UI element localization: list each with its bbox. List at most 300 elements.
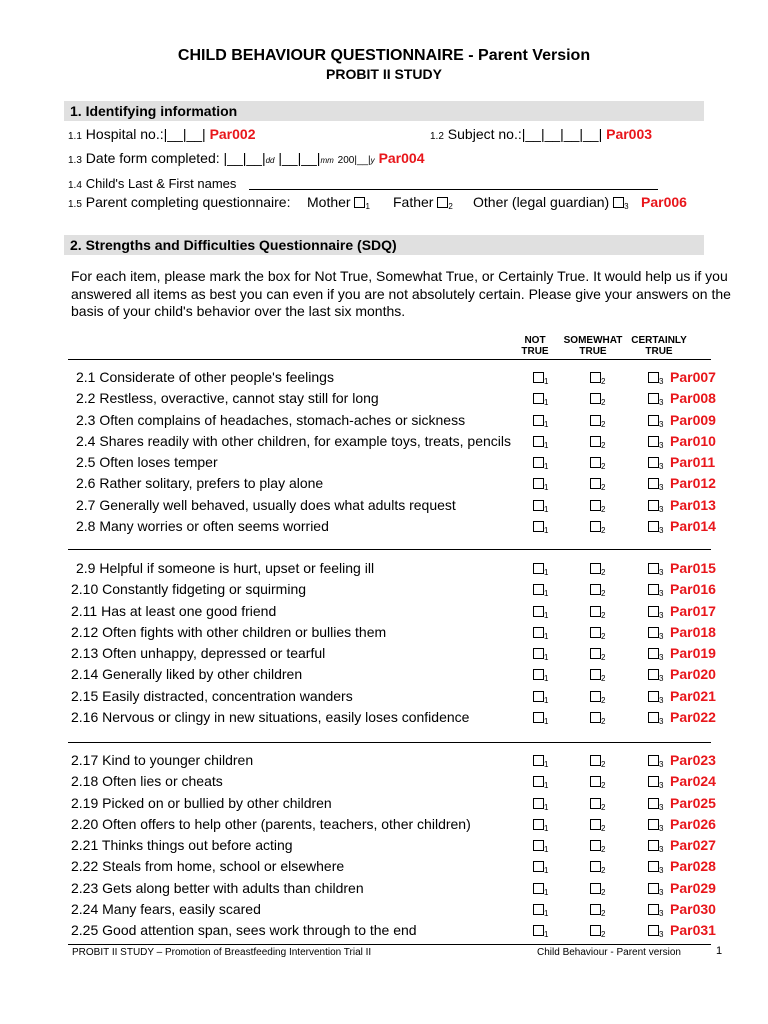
sdq-item-num: 2.13: [71, 645, 99, 661]
sdq-item-row: [0, 856, 768, 877]
not-true-value: 1: [544, 568, 549, 577]
not-true-checkbox[interactable]: [533, 904, 544, 915]
certainly-true-checkbox[interactable]: [648, 925, 659, 936]
sdq-item-num: 2.5: [76, 454, 96, 470]
somewhat-true-checkbox[interactable]: [590, 819, 601, 830]
certainly-true-value: 3: [659, 887, 664, 897]
somewhat-true-checkbox[interactable]: [590, 755, 601, 766]
not-true-value: 1: [544, 631, 549, 641]
sdq-item-label: Often complains of headaches, stomach-aches or sickness: [99, 411, 466, 428]
sdq-item-code: Par010: [670, 432, 716, 449]
certainly-true-checkbox[interactable]: [648, 883, 659, 894]
sdq-item-code: Par009: [670, 411, 716, 428]
sdq-item-row: [0, 643, 768, 664]
somewhat-true-value: 2: [601, 716, 606, 726]
sdq-item-label: Rather solitary, prefers to play alone: [99, 475, 324, 492]
sdq-item-row: [0, 516, 768, 537]
not-true-checkbox[interactable]: [533, 883, 544, 894]
not-true-checkbox[interactable]: [533, 819, 544, 830]
sdq-item-text: [76, 367, 334, 388]
somewhat-true-checkbox[interactable]: [590, 648, 601, 659]
sdq-item-label: Many fears, easily scared: [102, 900, 261, 917]
certainly-true-value: 3: [659, 462, 664, 471]
subject-field[interactable]: [430, 126, 652, 142]
not-true-value: 1: [544, 802, 549, 812]
somewhat-true-checkbox[interactable]: [590, 563, 601, 574]
somewhat-true-checkbox[interactable]: [590, 691, 601, 702]
somewhat-true-checkbox[interactable]: [590, 712, 601, 723]
somewhat-true-value: 2: [601, 631, 606, 641]
sdq-item-code: Par011: [670, 454, 716, 470]
sdq-item-row: [0, 495, 768, 516]
sdq-item-row: [0, 473, 768, 494]
certainly-true-checkbox[interactable]: [648, 861, 659, 872]
certainly-true-value: 3: [659, 781, 664, 791]
not-true-checkbox[interactable]: [533, 648, 544, 659]
sdq-item-code: Par030: [670, 900, 716, 917]
not-true-value: 1: [544, 440, 549, 450]
somewhat-true-option[interactable]: [590, 707, 605, 732]
sdq-item-text: [71, 814, 471, 835]
instructions: For each item, please mark the box for Not True, Somewhat True, or Certainly True. It would help us if you answered all items as best you can even if you are not absolutely certain. Please give your answers on the basis of your child's behavior over the last six months.: [71, 268, 731, 319]
not-true-value: 1: [544, 653, 549, 662]
other-label: Other (legal guardian): [473, 194, 610, 210]
somewhat-true-checkbox[interactable]: [590, 861, 601, 872]
not-true-value: 1: [544, 483, 549, 493]
not-true-checkbox[interactable]: [533, 436, 544, 447]
certainly-true-checkbox[interactable]: [648, 521, 659, 532]
sdq-item-num: 2.7: [76, 496, 96, 513]
date-yr: 200|__|: [337, 155, 371, 166]
somewhat-true-checkbox[interactable]: [590, 478, 601, 489]
somewhat-true-value: 2: [601, 674, 606, 684]
hospital-code: Par002: [209, 126, 256, 142]
sdq-item-label: Easily distracted, concentration wanders: [102, 687, 353, 704]
certainly-true-value: 3: [659, 419, 664, 429]
sdq-item-text: [71, 835, 293, 856]
somewhat-true-value: 2: [601, 525, 606, 535]
sdq-item-num: 2.21: [71, 837, 99, 853]
certainly-true-checkbox[interactable]: [648, 584, 659, 595]
somewhat-true-option[interactable]: [590, 920, 605, 945]
sdq-item-code: Par021: [670, 687, 716, 704]
certainly-true-checkbox[interactable]: [648, 776, 659, 787]
somewhat-true-checkbox[interactable]: [590, 904, 601, 915]
sdq-item-label: Thinks things out before acting: [101, 837, 293, 853]
sdq-item-code: Par024: [670, 773, 716, 790]
sdq-item-num: 2.10: [71, 581, 99, 598]
certainly-true-checkbox[interactable]: [648, 904, 659, 915]
not-true-checkbox[interactable]: [533, 393, 544, 404]
not-true-value: 1: [544, 887, 549, 897]
sdq-item-num: 2.2: [76, 390, 96, 407]
certainly-true-checkbox[interactable]: [648, 819, 659, 830]
sdq-item-code: Par012: [670, 475, 716, 492]
mother-label: Mother: [307, 194, 351, 210]
date-code: Par004: [378, 150, 425, 166]
not-true-option[interactable]: [533, 707, 548, 732]
certainly-true-value: 3: [659, 504, 664, 514]
sdq-item-label: Many worries or often seems worried: [99, 517, 329, 534]
not-true-checkbox[interactable]: [533, 521, 544, 532]
not-true-value: 1: [544, 525, 549, 535]
sdq-item-row: [0, 431, 768, 452]
col-not-true-line2: TRUE: [521, 346, 549, 357]
sdq-item-row: [0, 920, 768, 941]
somewhat-true-value: 2: [601, 781, 606, 791]
footer-left: PROBIT II STUDY – Promotion of Breastfeeding Intervention Trial II: [72, 947, 372, 958]
not-true-value: 1: [544, 377, 549, 386]
sdq-item-text: [71, 878, 364, 899]
names-num: 1.4: [68, 180, 82, 191]
names-label: Child's Last & First names: [85, 176, 237, 191]
certainly-true-option[interactable]: [648, 707, 663, 732]
sdq-item-code: Par007: [670, 369, 716, 385]
page-number: 1: [716, 945, 723, 957]
sdq-item-label: Nervous or clingy in new situations, easily loses confidence: [102, 708, 470, 725]
somewhat-true-value: 2: [601, 568, 606, 577]
sdq-item-code: Par016: [670, 581, 716, 598]
col-certainly-line1: CERTAINLY: [631, 335, 687, 346]
certainly-true-checkbox[interactable]: [648, 415, 659, 426]
certainly-true-value: 3: [659, 377, 664, 386]
sdq-item-text: [71, 750, 253, 771]
sdq-item-code: Par023: [670, 752, 716, 768]
sdq-item-num: 2.3: [76, 411, 96, 428]
not-true-checkbox[interactable]: [533, 415, 544, 426]
other-checkbox[interactable]: [613, 197, 624, 208]
certainly-true-value: 3: [659, 653, 664, 662]
not-true-checkbox[interactable]: [533, 798, 544, 809]
sdq-item-code: Par026: [670, 815, 716, 832]
certainly-true-checkbox[interactable]: [648, 755, 659, 766]
certainly-true-checkbox[interactable]: [648, 691, 659, 702]
not-true-checkbox[interactable]: [533, 606, 544, 617]
somewhat-true-checkbox[interactable]: [590, 500, 601, 511]
certainly-true-checkbox[interactable]: [648, 648, 659, 659]
somewhat-true-value: 2: [601, 440, 606, 450]
sdq-item-num: 2.22: [71, 858, 99, 875]
sdq-item-code: Par027: [670, 837, 716, 853]
sdq-item-label: Often lies or cheats: [102, 773, 223, 790]
sdq-item-text: [71, 686, 353, 707]
certainly-true-checkbox[interactable]: [648, 436, 659, 447]
parent-label: Parent completing questionnaire:: [85, 194, 291, 210]
certainly-true-value: 3: [659, 589, 664, 599]
not-true-checkbox[interactable]: [533, 372, 544, 383]
sdq-item-row: [0, 793, 768, 814]
somewhat-true-checkbox[interactable]: [590, 372, 601, 383]
parent-mother-option[interactable]: [307, 194, 370, 211]
not-true-checkbox[interactable]: [533, 478, 544, 489]
not-true-value: 1: [544, 866, 549, 876]
date-mm: mm: [320, 156, 334, 165]
other-value: 3: [624, 202, 629, 211]
sdq-item-num: 2.4: [76, 432, 96, 449]
somewhat-true-value: 2: [601, 589, 606, 599]
certainly-true-checkbox[interactable]: [648, 606, 659, 617]
sdq-item-text: [76, 558, 374, 579]
somewhat-true-value: 2: [601, 483, 606, 493]
certainly-true-checkbox[interactable]: [648, 669, 659, 680]
somewhat-true-checkbox[interactable]: [590, 393, 601, 404]
not-true-value: 1: [544, 781, 549, 791]
sdq-item-row: [0, 878, 768, 899]
sdq-item-row: [0, 388, 768, 409]
parent-other-option[interactable]: [473, 194, 629, 211]
sdq-item-label: Helpful if someone is hurt, upset or feeling ill: [99, 560, 375, 576]
certainly-true-checkbox[interactable]: [648, 712, 659, 723]
sdq-item-label: Has at least one good friend: [101, 602, 277, 619]
not-true-checkbox[interactable]: [533, 457, 544, 468]
father-value: 2: [448, 202, 453, 211]
not-true-option[interactable]: [533, 920, 548, 945]
certainly-true-checkbox[interactable]: [648, 563, 659, 574]
not-true-checkbox[interactable]: [533, 669, 544, 680]
certainly-true-option[interactable]: [648, 516, 663, 541]
date-num: 1.3: [68, 155, 82, 166]
date-y: y: [370, 156, 375, 165]
not-true-value: 1: [544, 845, 549, 854]
sdq-item-row: [0, 664, 768, 685]
sdq-item-label: Good attention span, sees work through to the end: [102, 922, 417, 938]
somewhat-true-checkbox[interactable]: [590, 840, 601, 851]
somewhat-true-value: 2: [601, 887, 606, 897]
certainly-true-value: 3: [659, 760, 664, 769]
sdq-item-code: Par014: [670, 517, 716, 534]
sdq-item-label: Restless, overactive, cannot stay still for long: [99, 390, 379, 407]
certainly-true-option[interactable]: [648, 920, 663, 945]
certainly-true-value: 3: [659, 525, 664, 535]
certainly-true-value: 3: [659, 695, 664, 705]
sdq-item-num: 2.20: [71, 815, 99, 832]
somewhat-true-value: 2: [601, 377, 606, 386]
sdq-item-row: [0, 579, 768, 600]
certainly-true-checkbox[interactable]: [648, 457, 659, 468]
sdq-item-code: Par029: [670, 879, 716, 896]
parent-code: Par006: [641, 194, 687, 210]
section-1-heading: 1. Identifying information: [64, 101, 704, 121]
parent-field: [68, 194, 290, 210]
certainly-true-value: 3: [659, 908, 664, 918]
sdq-item-label: Picked on or bullied by other children: [102, 794, 332, 811]
not-true-checkbox[interactable]: [533, 563, 544, 574]
mother-value: 1: [365, 202, 370, 211]
date-dd: dd: [265, 156, 275, 165]
not-true-checkbox[interactable]: [533, 840, 544, 851]
hospital-num: 1.1: [68, 131, 82, 142]
sdq-item-num: 2.19: [71, 794, 99, 811]
somewhat-true-checkbox[interactable]: [590, 925, 601, 936]
sdq-item-label: Gets along better with adults than children: [102, 879, 364, 896]
col-somewhat-true: [558, 335, 628, 357]
sdq-item-text: [76, 431, 511, 452]
sdq-item-num: 2.14: [71, 666, 99, 683]
not-true-value: 1: [544, 504, 549, 514]
sdq-item-num: 2.11: [71, 602, 98, 619]
sdq-item-text: [71, 899, 261, 920]
certainly-true-value: 3: [659, 483, 664, 493]
section-2-heading: 2. Strengths and Difficulties Questionnaire (SDQ): [64, 235, 704, 255]
sdq-item-code: Par025: [670, 794, 716, 811]
sdq-item-text: [71, 856, 344, 877]
sdq-item-code: Par018: [670, 623, 716, 640]
sdq-item-row: [0, 622, 768, 643]
somewhat-true-value: 2: [601, 504, 606, 514]
not-true-checkbox[interactable]: [533, 755, 544, 766]
somewhat-true-checkbox[interactable]: [590, 798, 601, 809]
hospital-field[interactable]: [68, 126, 256, 142]
not-true-value: 1: [544, 908, 549, 918]
not-true-value: 1: [544, 462, 549, 471]
sdq-item-row: [0, 410, 768, 431]
somewhat-true-value: 2: [601, 695, 606, 705]
divider: [68, 944, 711, 945]
hospital-label: Hospital no.:|__|__|: [85, 126, 206, 142]
date-mid: |__|__|: [278, 150, 321, 166]
sdq-item-code: Par031: [670, 922, 716, 938]
somewhat-true-checkbox[interactable]: [590, 883, 601, 894]
certainly-true-checkbox[interactable]: [648, 500, 659, 511]
not-true-value: 1: [544, 398, 549, 408]
somewhat-true-checkbox[interactable]: [590, 584, 601, 595]
sdq-item-text: [71, 707, 469, 728]
sdq-item-label: Generally liked by other children: [102, 666, 303, 683]
sdq-item-text: [71, 664, 302, 685]
not-true-checkbox[interactable]: [533, 776, 544, 787]
certainly-true-checkbox[interactable]: [648, 798, 659, 809]
subject-code: Par003: [606, 126, 653, 142]
not-true-checkbox[interactable]: [533, 500, 544, 511]
sdq-item-text: [71, 622, 386, 643]
somewhat-true-checkbox[interactable]: [590, 606, 601, 617]
footer-right: Child Behaviour - Parent version: [537, 947, 681, 958]
certainly-true-checkbox[interactable]: [648, 840, 659, 851]
not-true-checkbox[interactable]: [533, 691, 544, 702]
somewhat-true-checkbox[interactable]: [590, 521, 601, 532]
somewhat-true-value: 2: [601, 398, 606, 408]
not-true-checkbox[interactable]: [533, 861, 544, 872]
somewhat-true-value: 2: [601, 462, 606, 471]
col-somewhat-line2: TRUE: [579, 346, 607, 357]
page-title: CHILD BEHAVIOUR QUESTIONNAIRE - Parent Version: [177, 47, 591, 64]
sdq-item-label: Shares readily with other children, for example toys, treats, pencils: [99, 432, 511, 449]
somewhat-true-value: 2: [601, 610, 606, 620]
not-true-option[interactable]: [533, 516, 548, 541]
sdq-item-row: [0, 601, 768, 622]
somewhat-true-value: 2: [601, 419, 606, 429]
certainly-true-value: 3: [659, 674, 664, 684]
not-true-checkbox[interactable]: [533, 925, 544, 936]
sdq-item-code: Par019: [670, 645, 716, 661]
somewhat-true-checkbox[interactable]: [590, 457, 601, 468]
sdq-item-label: Constantly fidgeting or squirming: [102, 581, 307, 598]
somewhat-true-checkbox[interactable]: [590, 669, 601, 680]
not-true-checkbox[interactable]: [533, 584, 544, 595]
not-true-value: 1: [544, 930, 549, 939]
father-label: Father: [393, 194, 434, 210]
certainly-true-checkbox[interactable]: [648, 393, 659, 404]
not-true-value: 1: [544, 760, 549, 769]
somewhat-true-value: 2: [601, 802, 606, 812]
sdq-item-row: [0, 835, 768, 856]
sdq-item-num: 2.18: [71, 773, 99, 790]
sdq-item-text: [71, 793, 332, 814]
sdq-item-num: 2.1: [76, 369, 96, 385]
sdq-item-row: [0, 558, 768, 579]
somewhat-true-value: 2: [601, 845, 606, 854]
not-true-value: 1: [544, 716, 549, 726]
not-true-checkbox[interactable]: [533, 627, 544, 638]
not-true-value: 1: [544, 589, 549, 599]
sdq-item-text: [76, 452, 218, 473]
somewhat-true-value: 2: [601, 823, 606, 833]
sdq-item-code: Par013: [670, 496, 716, 513]
certainly-true-value: 3: [659, 930, 664, 939]
sdq-item-num: 2.12: [71, 623, 99, 640]
certainly-true-value: 3: [659, 398, 664, 408]
sdq-item-code: Par015: [670, 560, 716, 576]
sdq-item-label: Often loses temper: [99, 454, 218, 470]
sdq-item-text: [76, 516, 329, 537]
date-field[interactable]: [68, 150, 425, 166]
not-true-value: 1: [544, 610, 549, 620]
certainly-true-checkbox[interactable]: [648, 627, 659, 638]
sdq-item-label: Generally well behaved, usually does what adults request: [99, 496, 456, 513]
certainly-true-value: 3: [659, 866, 664, 876]
somewhat-true-checkbox[interactable]: [590, 627, 601, 638]
sdq-item-code: Par017: [670, 602, 716, 619]
sdq-item-label: Often offers to help other (parents, teachers, other children): [102, 815, 471, 832]
certainly-true-value: 3: [659, 440, 664, 450]
sdq-item-label: Kind to younger children: [102, 752, 254, 768]
certainly-true-checkbox[interactable]: [648, 478, 659, 489]
father-checkbox[interactable]: [437, 197, 448, 208]
names-field: [68, 175, 236, 191]
certainly-true-value: 3: [659, 610, 664, 620]
sdq-item-row: [0, 771, 768, 792]
col-somewhat-line1: SOMEWHAT: [563, 335, 623, 346]
not-true-checkbox[interactable]: [533, 712, 544, 723]
col-certainly-line2: TRUE: [645, 346, 673, 357]
not-true-value: 1: [544, 695, 549, 705]
somewhat-true-option[interactable]: [590, 516, 605, 541]
somewhat-true-checkbox[interactable]: [590, 415, 601, 426]
certainly-true-checkbox[interactable]: [648, 372, 659, 383]
sdq-item-row: [0, 707, 768, 728]
sdq-item-num: 2.9: [76, 560, 96, 576]
sdq-item-code: Par020: [670, 666, 716, 683]
sdq-item-row: [0, 686, 768, 707]
sdq-item-row: [0, 814, 768, 835]
sdq-item-label: Considerate of other people's feelings: [99, 369, 334, 385]
sdq-item-text: [71, 601, 276, 622]
sdq-item-code: Par022: [670, 708, 716, 725]
not-true-value: 1: [544, 823, 549, 833]
sdq-item-row: [0, 367, 768, 388]
parent-father-option[interactable]: [393, 194, 453, 211]
sdq-item-code: Par028: [670, 858, 716, 875]
certainly-true-value: 3: [659, 568, 664, 577]
sdq-item-text: [76, 473, 323, 494]
names-input-line[interactable]: [249, 189, 658, 190]
mother-checkbox[interactable]: [354, 197, 365, 208]
somewhat-true-checkbox[interactable]: [590, 436, 601, 447]
parent-num: 1.5: [68, 199, 82, 210]
sdq-item-row: [0, 899, 768, 920]
somewhat-true-checkbox[interactable]: [590, 776, 601, 787]
sdq-item-num: 2.17: [71, 752, 99, 768]
